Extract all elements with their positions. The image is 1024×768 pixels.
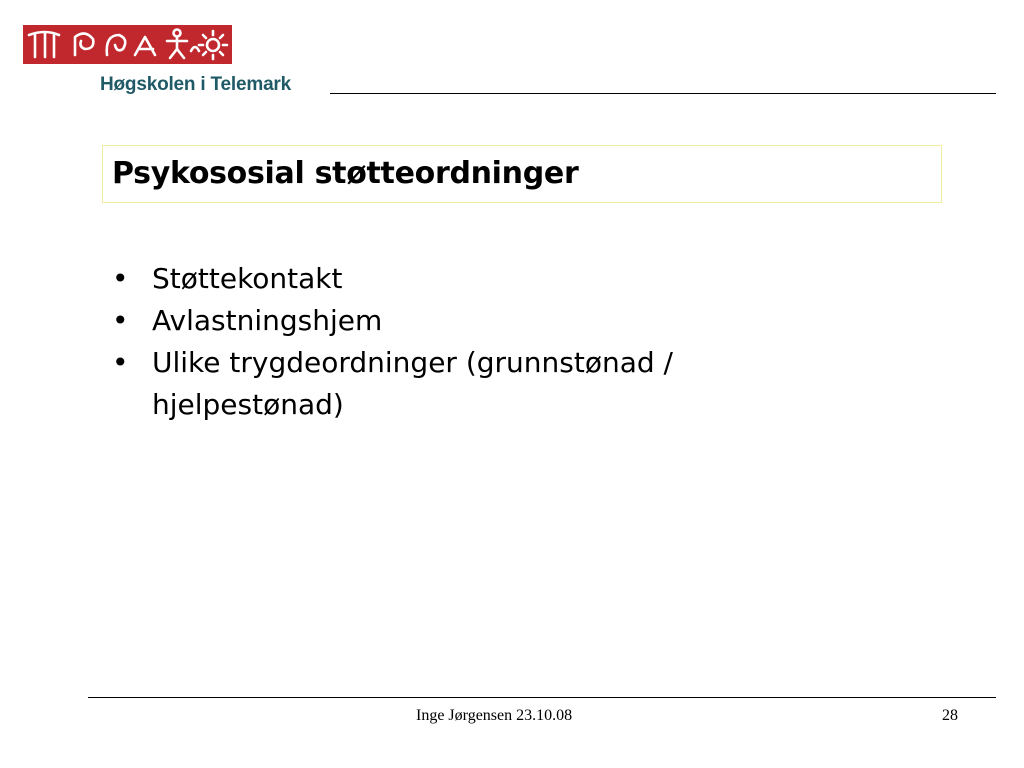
list-item-text: Ulike trygdeordninger (grunnstønad / hjelpestønad) (152, 346, 673, 421)
bullet-list (112, 258, 832, 426)
slide-title: Psykososial støtteordninger (112, 156, 579, 191)
footer-author-date: Inge Jørgensen 23.10.08 (416, 707, 573, 724)
list-item (112, 342, 832, 426)
header-divider (330, 93, 996, 94)
list-item-text: Støttekontakt (152, 262, 343, 295)
title-box (102, 145, 942, 203)
list-item-text: Avlastningshjem (152, 304, 383, 337)
footer-divider (88, 697, 996, 698)
list-item (112, 300, 832, 342)
list-item (112, 258, 832, 300)
bullet-marker: • (112, 262, 129, 295)
bullet-marker: • (112, 346, 129, 379)
bullet-marker: • (112, 304, 129, 337)
rock-carving-logo-icon (23, 25, 232, 64)
page-number: 28 (942, 707, 958, 724)
school-name: Høgskolen i Telemark (100, 74, 291, 95)
logo-figures-icon (23, 25, 232, 64)
